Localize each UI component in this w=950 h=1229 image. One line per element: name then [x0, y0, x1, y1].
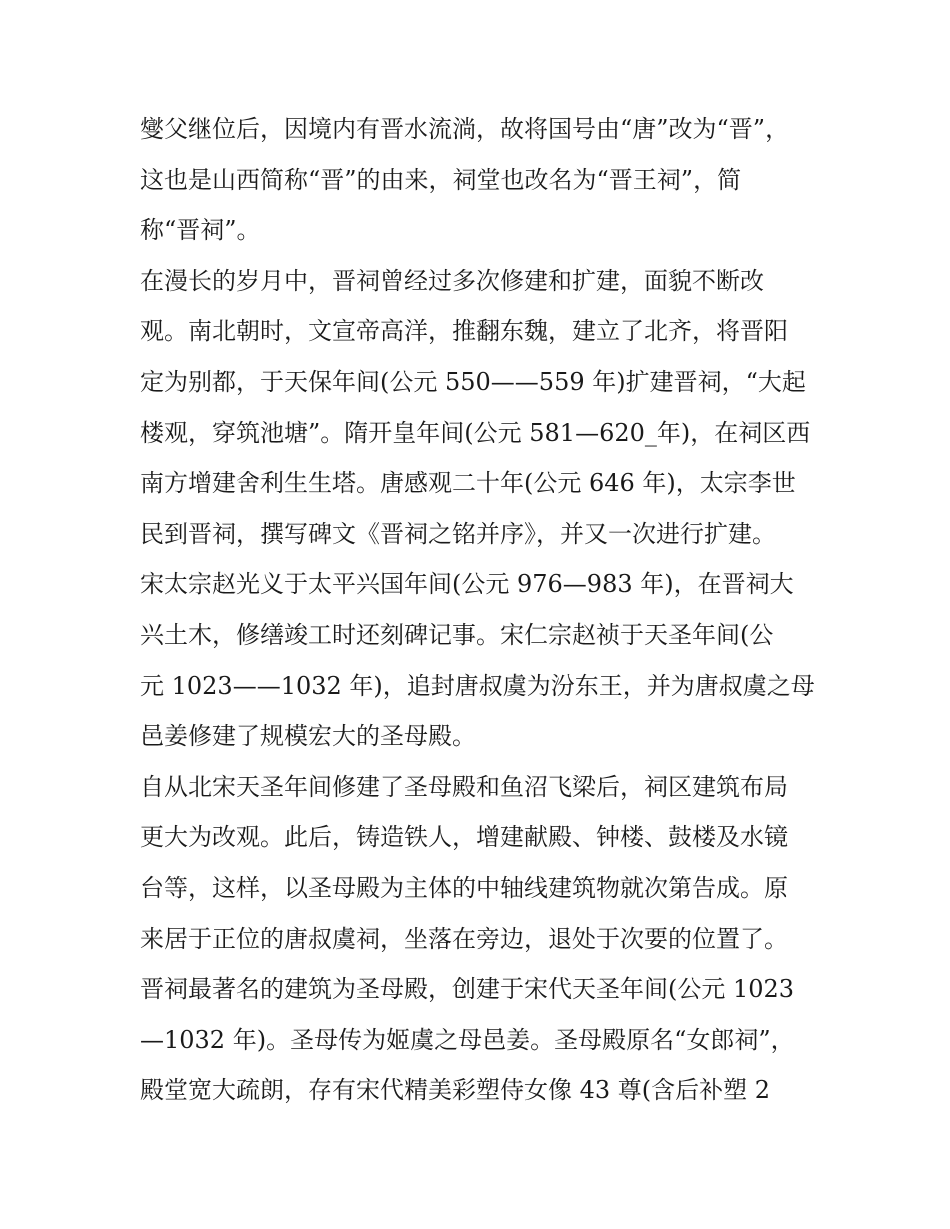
text-line: 邑姜修建了规模宏大的圣母殿。 — [140, 722, 476, 751]
text-line: 殿堂宽大疏朗，存有宋代精美彩塑侍女像 43 尊(含后补塑 2 — [140, 1076, 771, 1105]
text-line: 定为别都，于天保年间(公元 550——559 年)扩建晋祠，“大起 — [140, 367, 806, 396]
text-line: 楼观，穿筑池塘”。隋开皇年间(公元 581—620_年)，在祠区西 — [140, 418, 811, 447]
text-line: 更大为改观。此后，铸造铁人，增建献殿、钟楼、鼓楼及水镜 — [140, 823, 788, 852]
text-line: 这也是山西简称“晋”的由来，祠堂也改名为“晋王祠”，简 — [140, 165, 742, 194]
text-line: 晋祠最著名的建筑为圣母殿，创建于宋代天圣年间(公元 1023 — [140, 975, 795, 1004]
document-body — [140, 104, 830, 1116]
text-line: 自从北宋天圣年间修建了圣母殿和鱼沼飞梁后，祠区建筑布局 — [140, 772, 788, 801]
text-line: 宋太宗赵光义于太平兴国年间(公元 976—983 年)，在晋祠大 — [140, 570, 794, 599]
text-line: 称“晋祠”。 — [140, 216, 261, 245]
text-line: 燮父继位后，因境内有晋水流淌，故将国号由“唐”改为“晋”， — [140, 115, 790, 143]
text-line: 兴土木，修缮竣工时还刻碑记事。宋仁宗赵祯于天圣年间(公 — [140, 620, 774, 649]
text-line: 南方增建舍利生生塔。唐感观二十年(公元 646 年)，太宗李世 — [140, 469, 796, 498]
text-line: —1032 年)。圣母传为姬虞之母邑姜。圣母殿原名“女郎祠”， — [140, 1025, 795, 1054]
text-line: 在漫长的岁月中，晋祠曾经过多次修建和扩建，面貌不断改 — [140, 266, 764, 295]
text-line: 来居于正位的唐叔虞祠，坐落在旁边，退处于次要的位置了。 — [140, 924, 788, 953]
text-line: 观。南北朝时，文宣帝高洋，推翻东魏，建立了北齐，将晋阳 — [140, 317, 788, 346]
text-line: 民到晋祠，撰写碑文《晋祠之铭并序》，并又一次进行扩建。 — [140, 519, 776, 548]
text-line: 元 1023——1032 年)，追封唐叔虞为汾东王，并为唐叔虞之母 — [140, 671, 815, 700]
text-line: 台等，这样，以圣母殿为主体的中轴线建筑物就次第告成。原 — [140, 873, 788, 902]
